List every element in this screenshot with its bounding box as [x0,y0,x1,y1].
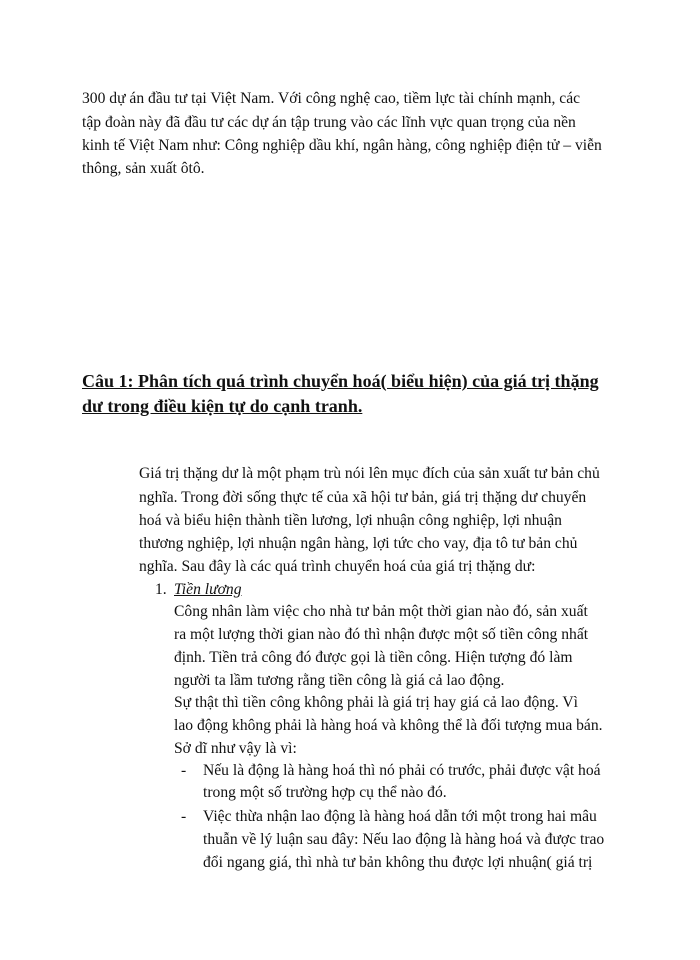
bullet-line: thuẫn về lý luận sau đây: Nếu lao động là hàng hoá và được trao [203,831,605,848]
section-body-line: ra một lượng thời gian nào đó thì nhận được một số tiền công nhất [174,626,589,643]
paragraph-line: Giá trị thặng dư là một phạm trù nói lên mục đích của sản xuất tư bản chủ [139,465,600,482]
section-body-line: Sự thật thì tiền công không phải là giá trị hay giá cả lao động. Vì [174,694,578,711]
intro-line: 300 dự án đầu tư tại Việt Nam. Với công nghệ cao, tiềm lực tài chính mạnh, các [82,90,581,107]
section-body-line: lao động không phải là hàng hoá và không thể là đối tượng mua bán. [174,717,603,734]
list-number: 1. [155,581,167,598]
section-body-line: Công nhân làm việc cho nhà tư bản một thời gian nào đó, sản xuất [174,603,588,620]
bullet-dash: - [181,808,187,825]
paragraph-line: hoá và biểu hiện thành tiền lương, lợi nhuận công nghiệp, lợi nhuận [139,512,562,529]
bullet-line: Nếu là động là hàng hoá thì nó phải có trước, phải được vật hoá [203,762,601,779]
bullet-line: Việc thừa nhận lao động là hàng hoá dẫn tới một trong hai mâu [203,808,597,825]
section-body-line: Sở dĩ như vậy là vì: [174,740,297,757]
bullet-line: đổi ngang giá, thì nhà tư bản không thu được lợi nhuận( giá trị [203,854,593,871]
paragraph-line: nghĩa. Sau đây là các quá trình chuyển hoá của giá trị thặng dư: [139,558,536,575]
intro-line: thông, sản xuất ôtô. [82,160,205,177]
paragraph-line: thương nghiệp, lợi nhuận ngân hàng, lợi tức cho vay, địa tô tư bản chủ [139,535,578,552]
heading-line: dư trong điều kiện tự do cạnh tranh. [82,396,363,416]
paragraph-line: nghĩa. Trong đời sống thực tế của xã hội tư bản, giá trị thặng dư chuyển [139,489,587,506]
section-body-line: người ta lầm tương rằng tiền công là giá cả lao động. [174,672,505,689]
bullet-dash: - [181,762,187,779]
heading-line: Câu 1: Phân tích quá trình chuyển hoá( biểu hiện) của giá trị thặng [82,371,599,391]
section-body-line: định. Tiền trả công đó được gọi là tiền công. Hiện tượng đó làm [174,649,573,666]
bullet-line: trong một số trường hợp cụ thể nào đó. [203,784,447,801]
intro-line: kinh tế Việt Nam như: Công nghiệp dầu khí, ngân hàng, công nghiệp điện tử – viễn [82,137,602,154]
section-title: Tiền lương [174,581,242,598]
intro-line: tập đoàn này đã đầu tư các dự án tập trung vào các lĩnh vực quan trọng của nền [82,114,576,131]
